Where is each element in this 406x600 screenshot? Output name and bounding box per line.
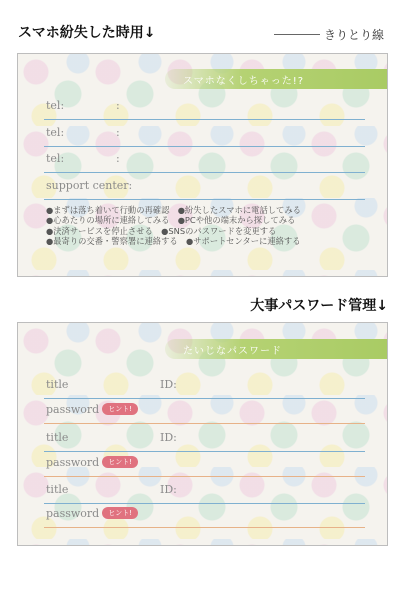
support-label: support center: <box>46 179 133 192</box>
title-row <box>46 483 365 501</box>
password-label: password <box>46 403 100 416</box>
write-line <box>44 420 365 424</box>
write-line <box>44 448 365 452</box>
tel-label: tel: <box>46 152 65 165</box>
cut-line-text: きりとり線 <box>323 28 384 42</box>
title-label: title <box>46 378 69 391</box>
cut-line-label <box>274 26 384 43</box>
hint-badge: ヒント! <box>102 403 138 415</box>
write-line <box>44 473 365 477</box>
title-label: title <box>46 483 69 496</box>
tip-line: ●決済サービスを停止させる ●SNSのパスワードを変更する <box>46 225 277 236</box>
cut-line-rule <box>274 34 320 35</box>
tel-colon: : <box>116 99 120 112</box>
title-row <box>46 378 365 396</box>
tel-row <box>46 99 365 117</box>
card-title: たいじなパスワード <box>165 339 387 359</box>
write-line <box>44 524 365 528</box>
password-label: password <box>46 456 100 469</box>
tip-line: ●心あたりの場所に連絡してみる ●PCや他の端末から探してみる <box>46 215 296 226</box>
lost-phone-heading: スマホ紛失した時用↓ <box>18 25 156 41</box>
write-line <box>44 116 365 120</box>
password-label-group <box>46 507 138 520</box>
write-line <box>44 169 365 173</box>
write-line <box>44 395 365 399</box>
lost-phone-card <box>17 53 388 277</box>
password-row <box>46 507 365 525</box>
tips-list <box>46 205 373 247</box>
title-row <box>46 431 365 449</box>
tel-colon: : <box>116 126 120 139</box>
tel-label: tel: <box>46 126 65 139</box>
write-line <box>44 500 365 504</box>
password-label: password <box>46 507 100 520</box>
tel-row <box>46 126 365 144</box>
password-label-group <box>46 456 138 469</box>
tip-line: ●最寄りの交番・警察署に連絡する ●サポートセンターに連絡する <box>46 236 301 247</box>
write-line <box>44 196 365 200</box>
password-row <box>46 456 365 474</box>
card-title: スマホなくしちゃった!? <box>165 69 387 89</box>
password-row <box>46 403 365 421</box>
password-label-group <box>46 403 138 416</box>
password-heading: 大事パスワード管理↓ <box>250 298 388 314</box>
id-label: ID: <box>160 431 177 444</box>
tel-label: tel: <box>46 99 65 112</box>
hint-badge: ヒント! <box>102 507 138 519</box>
tel-row <box>46 152 365 170</box>
id-label: ID: <box>160 378 177 391</box>
support-row <box>46 179 365 197</box>
password-card <box>17 322 388 546</box>
tip-line: ●まずは落ち着いて行動の再確認 ●紛失したスマホに電話してみる <box>46 205 301 215</box>
tel-colon: : <box>116 152 120 165</box>
title-label: title <box>46 431 69 444</box>
hint-badge: ヒント! <box>102 456 138 468</box>
id-label: ID: <box>160 483 177 496</box>
write-line <box>44 143 365 147</box>
